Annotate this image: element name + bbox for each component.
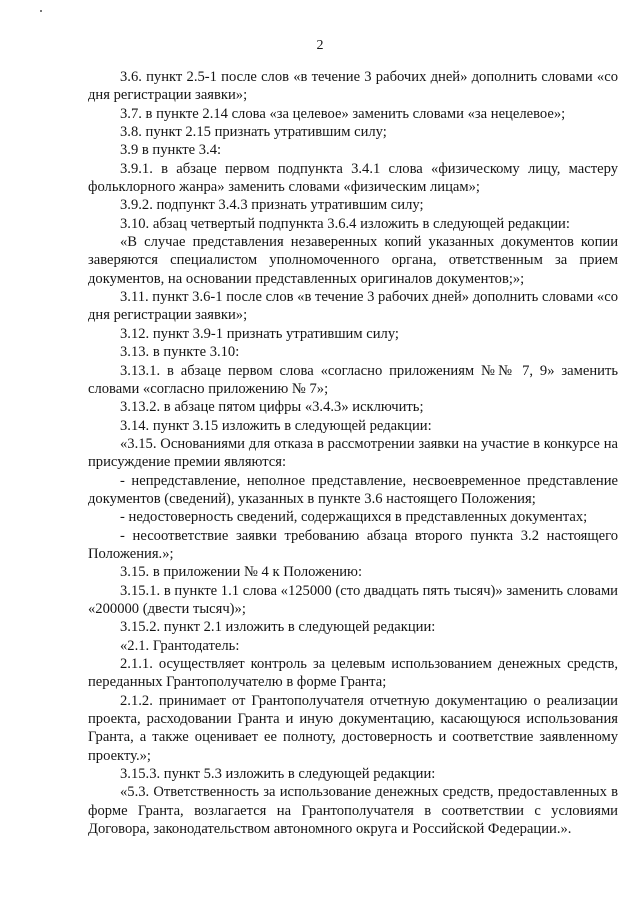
paragraph-3-13-2: 3.13.2. в абзаце пятом цифры «3.4.3» исключить; <box>120 399 424 416</box>
paragraph-3-15-2: 3.15.2. пункт 2.1 изложить в следующей редакции: <box>120 619 436 636</box>
paragraph-3-12: 3.12. пункт 3.9-1 признать утратившим силу; <box>120 325 399 342</box>
paragraph-3-13-1: 3.13.1. в абзаце первом слова «согласно приложениям №№ 7, 9» заменить словами «согласно приложению № 7»; <box>88 362 618 397</box>
page-number: 2 <box>316 38 324 53</box>
paragraph-5-3-quote: «5.3. Ответственность за использование денежных средств, предоставленных в форме Гранта, возлагается на Грантополучателя в соответствии с условиями Договора, законодательством автономного округа и Российской Федерации.». <box>88 784 618 838</box>
scan-speck <box>40 10 42 12</box>
paragraph-3-9: 3.9 в пункте 3.4: <box>120 142 222 159</box>
paragraph-3-10-quote: «В случае представления незаверенных копий указанных документов копии заверяются специалистом уполномоченного органа, ответственным за прием документов, на основании представленных оригиналов документов;»; <box>88 234 618 287</box>
paragraph-3-10: 3.10. абзац четвертый подпункта 3.6.4 изложить в следующей редакции: <box>120 215 570 232</box>
paragraph-2-1-1: 2.1.1. осуществляет контроль за целевым использованием денежных средств, переданных Грантополучателю в форме Гранта; <box>88 656 618 691</box>
paragraph-3-7: 3.7. в пункте 2.14 слова «за целевое» заменить словами «за нецелевое»; <box>120 105 566 122</box>
paragraph-2-1-2: 2.1.2. принимает от Грантополучателя отчетную документацию о реализации проекта, расходовании Гранта и иную документацию, касающуюся использования Гранта, а также оценивает ее полноту, достоверность и соответствие заявленному проекту.»; <box>88 692 618 764</box>
paragraph-3-15-3: 3.15.3. пункт 5.3 изложить в следующей редакции: <box>120 766 436 783</box>
document-body <box>88 68 618 838</box>
paragraph-3-6: 3.6. пункт 2.5-1 после слов «в течение 3 рабочих дней» дополнить словами «со дня регистрации заявки»; <box>88 69 618 104</box>
paragraph-3-15: 3.15. в приложении № 4 к Положению: <box>120 564 363 581</box>
paragraph-3-9-2: 3.9.2. подпункт 3.4.3 признать утратившим силу; <box>120 197 424 214</box>
paragraph-3-13: 3.13. в пункте 3.10: <box>120 344 240 361</box>
paragraph-3-15-quote: «3.15. Основаниями для отказа в рассмотрении заявки на участие в конкурсе на присуждение премии являются: <box>88 435 618 471</box>
paragraph-3-15-1: 3.15.1. в пункте 1.1 слова «125000 (сто двадцать пять тысяч)» заменить словами «200000 (двести тысяч)»; <box>88 582 618 617</box>
paragraph-3-11: 3.11. пункт 3.6-1 после слов «в течение 3 рабочих дней» дополнить словами «со дня регистрации заявки»; <box>88 289 618 324</box>
paragraph-2-1-quote: «2.1. Грантодатель: <box>120 637 240 654</box>
paragraph-3-8: 3.8. пункт 2.15 признать утратившим силу; <box>120 124 387 141</box>
paragraph-list-item-3: - несоответствие заявки требованию абзаца второго пункта 3.2 настоящего Положения.»; <box>88 527 618 562</box>
paragraph-list-item-1: - непредставление, неполное представление, несвоевременное представление документов (сведений), указанных в пункте 3.6 настоящего Положения; <box>88 472 618 507</box>
paragraph-3-14: 3.14. пункт 3.15 изложить в следующей редакции: <box>120 417 432 434</box>
paragraph-list-item-2: - недостоверность сведений, содержащихся в представленных документах; <box>120 509 588 526</box>
paragraph-3-9-1: 3.9.1. в абзаце первом подпункта 3.4.1 слова «физическому лицу, мастеру фольклорного жанра» заменить словами «физическим лицам»; <box>88 160 618 196</box>
